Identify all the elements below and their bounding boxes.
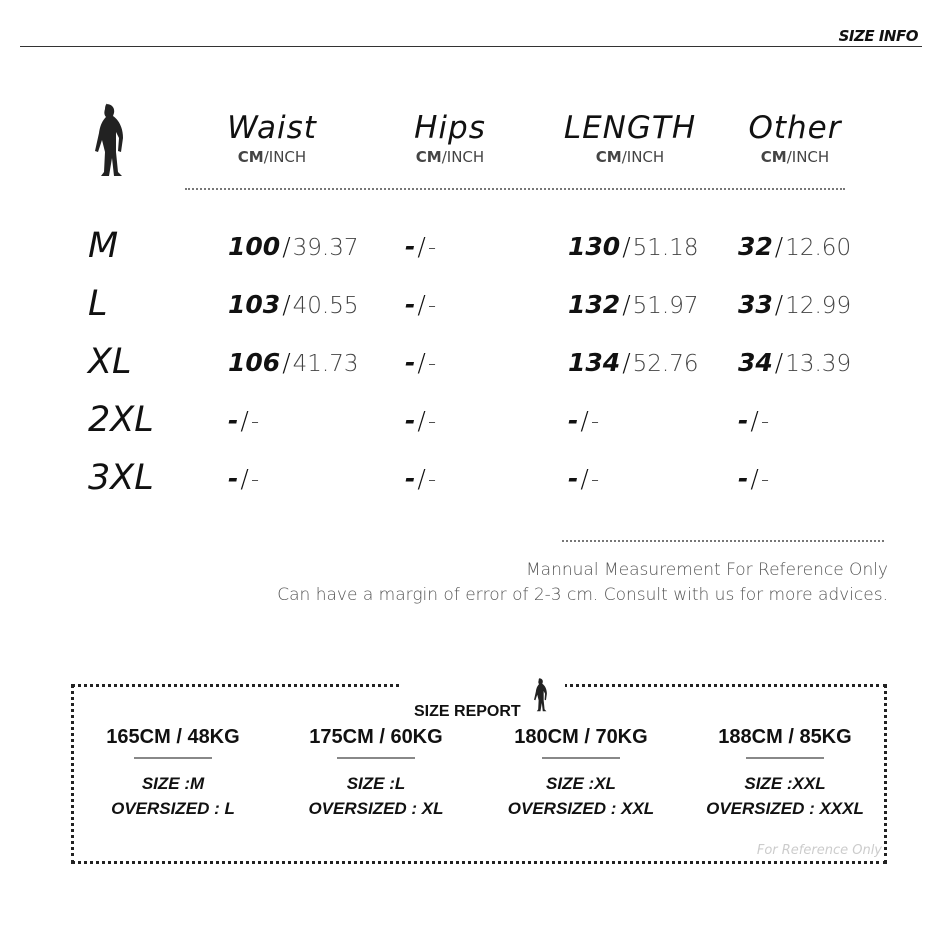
- size-label: 2XL: [88, 400, 154, 440]
- unit-inch: /INCH: [621, 148, 665, 166]
- cm-value: -: [405, 348, 416, 377]
- size-report-item: [685, 726, 885, 821]
- unit-cm: CM: [760, 148, 787, 166]
- cm-value: -: [405, 464, 416, 493]
- unit-inch: /INCH: [263, 148, 307, 166]
- inch-value: 40.55: [292, 293, 359, 319]
- column-name: LENGTH: [563, 110, 697, 146]
- unit-inch: /INCH: [441, 148, 485, 166]
- size-label: L: [88, 284, 108, 324]
- inch-value: -: [427, 293, 437, 319]
- size-report-label: SIZE REPORT: [414, 703, 521, 720]
- unit-inch: /INCH: [786, 148, 830, 166]
- column-header: [192, 110, 352, 166]
- column-header: [715, 110, 875, 166]
- unit-cm: CM: [595, 148, 622, 166]
- underline: [337, 757, 415, 759]
- dotted-divider: [185, 188, 845, 190]
- recommended-size: SIZE :M: [141, 774, 205, 793]
- column-name: Other: [748, 110, 842, 146]
- inch-value: 51.18: [632, 235, 699, 261]
- size-report-item: [276, 726, 476, 821]
- measurement-cell: -/-: [228, 406, 260, 435]
- cm-value: -: [228, 464, 239, 493]
- cm-value: -: [738, 406, 749, 435]
- recommended-size: SIZE :L: [346, 774, 406, 793]
- column-name: Waist: [227, 110, 317, 146]
- cm-value: 134: [568, 348, 621, 377]
- inch-value: 39.37: [292, 235, 359, 261]
- cm-value: 130: [568, 232, 621, 261]
- cm-value: -: [738, 464, 749, 493]
- inch-value: -: [760, 467, 770, 493]
- error-margin-note: Can have a margin of error of 2-3 cm. Consult with us for more advices.: [277, 585, 888, 605]
- cm-value: -: [405, 232, 416, 261]
- size-report-title: [400, 674, 565, 721]
- unit-cm: CM: [415, 148, 442, 166]
- cm-value: -: [228, 406, 239, 435]
- column-name: Hips: [414, 110, 486, 146]
- inch-value: -: [427, 351, 437, 377]
- inch-value: -: [760, 409, 770, 435]
- oversized-size: OVERSIZED : XXXL: [706, 799, 864, 818]
- inch-value: 13.39: [785, 351, 852, 377]
- dotted-divider: [562, 540, 884, 542]
- measurement-cell: -/-: [405, 348, 437, 377]
- cm-value: 103: [228, 290, 281, 319]
- measurement-cell: 130/51.18: [568, 232, 699, 261]
- measurement-cell: 103/40.55: [228, 290, 359, 319]
- underline: [134, 757, 212, 759]
- measurement-cell: 134/52.76: [568, 348, 699, 377]
- measurement-cell: 106/41.73: [228, 348, 359, 377]
- height-weight: 180CM / 70KG: [514, 726, 648, 748]
- height-weight: 188CM / 85KG: [718, 726, 852, 748]
- measurement-cell: -/-: [405, 464, 437, 493]
- measurement-cell: -/-: [738, 464, 770, 493]
- height-weight: 175CM / 60KG: [309, 726, 443, 748]
- underline: [542, 757, 620, 759]
- cm-value: -: [405, 290, 416, 319]
- recommended-size: SIZE :XXL: [744, 774, 826, 793]
- inch-value: 12.60: [785, 235, 852, 261]
- cm-value: -: [405, 406, 416, 435]
- cm-value: 106: [228, 348, 281, 377]
- measurement-cell: 34/13.39: [738, 348, 852, 377]
- measurement-cell: -/-: [738, 406, 770, 435]
- inch-value: -: [250, 409, 260, 435]
- cm-value: 32: [738, 232, 773, 261]
- inch-value: -: [427, 409, 437, 435]
- measurement-cell: -/-: [568, 464, 600, 493]
- size-label: 3XL: [88, 458, 154, 498]
- cm-value: 34: [738, 348, 773, 377]
- size-label: M: [88, 226, 119, 266]
- height-weight: 165CM / 48KG: [106, 726, 240, 748]
- oversized-size: OVERSIZED : XL: [308, 799, 444, 818]
- inch-value: -: [427, 235, 437, 261]
- inch-value: -: [590, 409, 600, 435]
- measurement-cell: -/-: [405, 406, 437, 435]
- measurement-cell: -/-: [405, 232, 437, 261]
- size-label: XL: [88, 342, 132, 382]
- measurement-cell: -/-: [405, 290, 437, 319]
- inch-value: -: [427, 467, 437, 493]
- size-report-item: [481, 726, 681, 821]
- unit-cm: CM: [237, 148, 264, 166]
- measurement-cell: -/-: [228, 464, 260, 493]
- cm-value: 132: [568, 290, 621, 319]
- size-report-item: [73, 726, 273, 821]
- measurement-cell: -/-: [568, 406, 600, 435]
- human-silhouette-icon: [84, 102, 132, 188]
- divider: [20, 46, 922, 47]
- inch-value: 52.76: [632, 351, 699, 377]
- reference-note: For Reference Only: [756, 843, 882, 858]
- measurement-cell: 32/12.60: [738, 232, 852, 261]
- oversized-size: OVERSIZED : XXL: [507, 799, 655, 818]
- underline: [746, 757, 824, 759]
- measurement-note: Mannual Measurement For Reference Only: [526, 560, 888, 580]
- cm-value: 33: [738, 290, 773, 319]
- oversized-size: OVERSIZED : L: [111, 799, 235, 818]
- inch-value: -: [250, 467, 260, 493]
- cm-value: 100: [228, 232, 281, 261]
- size-info-title: SIZE INFO: [838, 27, 918, 45]
- measurement-cell: 33/12.99: [738, 290, 852, 319]
- column-header: [550, 110, 710, 166]
- inch-value: 41.73: [292, 351, 359, 377]
- inch-value: -: [590, 467, 600, 493]
- measurement-cell: 132/51.97: [568, 290, 699, 319]
- human-silhouette-icon: [529, 674, 551, 720]
- cm-value: -: [568, 464, 579, 493]
- column-header: [370, 110, 530, 166]
- measurement-cell: 100/39.37: [228, 232, 359, 261]
- inch-value: 12.99: [785, 293, 852, 319]
- inch-value: 51.97: [632, 293, 699, 319]
- cm-value: -: [568, 406, 579, 435]
- recommended-size: SIZE :XL: [546, 774, 616, 793]
